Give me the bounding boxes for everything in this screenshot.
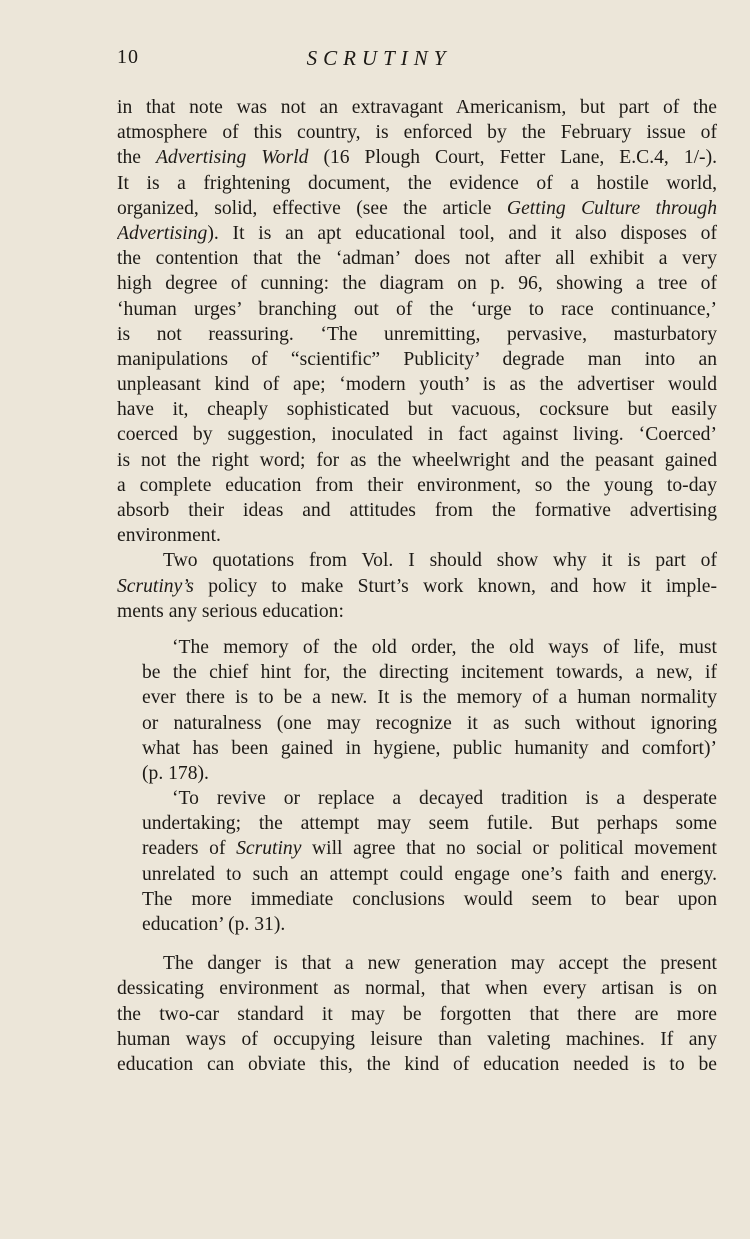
text-line: human ways of occupying leisure than valeting machines. If any (117, 1028, 717, 1050)
paragraph-3 (117, 951, 717, 1077)
text-line: is not the right word; for as the wheelwright and the peasant gained (117, 449, 717, 471)
text-line: unpleasant kind of ape; ‘modern youth’ is as the advertiser would (117, 374, 717, 396)
text-line: what has been gained in hygiene, public humanity and comfort)’ (142, 737, 717, 759)
text-line: It is a frightening document, the evidence of a hostile world, (117, 172, 717, 194)
journal-title: Scrutiny’s (117, 575, 194, 597)
text-line: undertaking; the attempt may seem futile. But perhaps some (142, 813, 717, 835)
paragraph-2 (117, 548, 717, 624)
page-number: 10 (117, 46, 139, 68)
text-line: be the chief hint for, the directing incitement towards, a new, if (142, 662, 717, 684)
text-line: the contention that the ‘adman’ does not after all exhibit a very (117, 248, 717, 270)
text-line: absorb their ideas and attitudes from the formative advertising (117, 500, 717, 521)
text-line: the two-car standard it may be forgotten that there are more (117, 1003, 717, 1025)
text-line: in that note was not an extravagant Americanism, but part of the (117, 97, 717, 118)
text-line: education can obviate this, the kind of education needed is to be (117, 1053, 717, 1075)
text-line: coerced by suggestion, inoculated in fact against living. ‘Coerced’ (117, 424, 717, 446)
text-line: ments any serious education: (117, 600, 344, 622)
text-line: The more immediate conclusions would seem to bear upon (142, 888, 717, 910)
text-line: education’ (p. 31). (142, 914, 286, 935)
text-line: ‘human urges’ branching out of the ‘urge to race continuance,’ (117, 298, 717, 320)
text-line: the Advertising World (16 Plough Court, Fetter Lane, E.C.4, 1/-). (117, 147, 717, 169)
article-title: Getting Culture through (506, 197, 717, 219)
page-header (0, 44, 750, 74)
text-line: organized, solid, effective (see the article Getting Culture through (117, 197, 717, 219)
text-line: (p. 178). (142, 762, 209, 784)
text-line: is not reassuring. ‘The unremitting, pervasive, masturbatory (117, 323, 717, 345)
journal-title: Scrutiny (236, 838, 302, 860)
text-line: readers of Scrutiny will agree that no social or political movement (142, 838, 717, 860)
paragraph-1 (117, 95, 717, 548)
text-line: or naturalness (one may recognize it as such without ignoring (142, 712, 717, 734)
text-line: Advertising). It is an apt educational tool, and it also disposes of (117, 222, 717, 244)
text-line: Scrutiny’s policy to make Sturt’s work known, and how it imple- (117, 575, 717, 597)
publication-title: Advertising World (155, 147, 309, 169)
text-line: manipulations of “scientific” Publicity’ degrade man into an (117, 348, 717, 370)
article-title: Advertising (117, 222, 208, 244)
text-line: unrelated to such an attempt could engage one’s faith and energy. (142, 863, 717, 885)
text-line: dessicating environment as normal, that when every artisan is on (117, 978, 717, 1000)
text-line: atmosphere of this country, is enforced by the February issue of (117, 122, 717, 144)
text-line: ‘The memory of the old order, the old ways of life, must (172, 636, 717, 658)
text-line: ‘To revive or replace a decayed tradition is a desperate (172, 788, 717, 810)
text-line: environment. (117, 525, 221, 547)
text-line: have it, cheaply sophisticated but vacuous, cocksure but easily (117, 399, 717, 421)
running-head: SCRUTINY (306, 46, 452, 70)
text-line: Two quotations from Vol. I should show why it is part of (163, 550, 717, 572)
text-line: ever there is to be a new. It is the memory of a human normality (142, 687, 717, 709)
text-line: The danger is that a new generation may accept the present (163, 953, 717, 975)
text-line: a complete education from their environment, so the young to-day (117, 474, 717, 496)
block-quote (117, 635, 717, 937)
page-body (117, 95, 717, 1077)
text-line: high degree of cunning: the diagram on p. 96, showing a tree of (117, 273, 717, 295)
